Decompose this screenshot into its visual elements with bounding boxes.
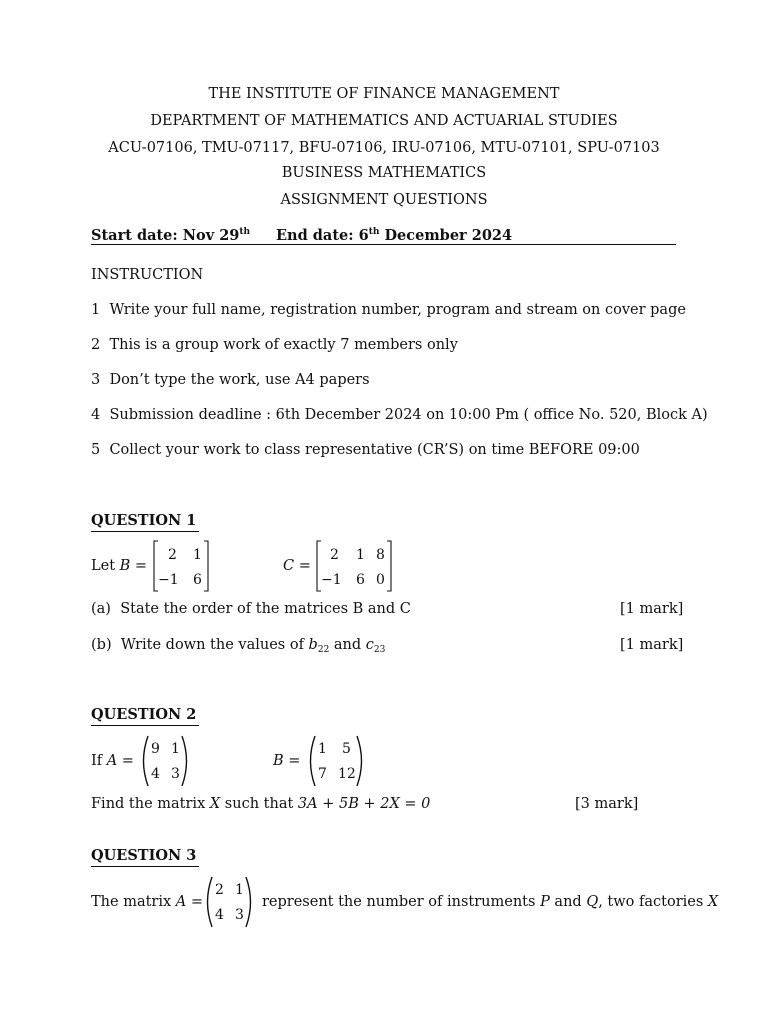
q3-matrix-a-label: The matrix A = [91, 894, 204, 910]
q1-part-b: (b) Write down the values of $b_{22}$ and $c_{23}$ [91, 637, 386, 655]
start-date: Start date: Nov 29th [91, 227, 251, 244]
course-title: BUSINESS MATHEMATICS [281, 165, 487, 181]
q2-b-equals: B = [273, 753, 301, 769]
course-codes: ACU-07106, TMU-07117, BFU-07106, IRU-07106, MTU-07101, SPU-07103 [108, 140, 660, 156]
instruction-heading: INSTRUCTION [91, 267, 204, 283]
matrix-b-q1: 2 1 −1 6 [153, 540, 209, 592]
institute-name: THE INSTITUTE OF FINANCE MANAGEMENT [208, 86, 560, 102]
matrix-b-q2: 1 5 7 12 [307, 735, 365, 787]
matrix-c-q1: 2 1 8 −1 6 0 [316, 540, 392, 592]
instruction-item: 4 Submission deadline : 6th December 2024 on 10:00 Pm ( office No. 520, Block A) [91, 407, 708, 423]
question-1-heading: QUESTION 1 [91, 512, 197, 529]
q1-let-b: Let B = [91, 558, 148, 574]
q3-description: represent the number of instruments P and Q, two factories X [262, 894, 719, 910]
instruction-item: 3 Don’t type the work, use A4 papers [91, 372, 370, 388]
q1-part-b-mark: [1 mark] [620, 637, 684, 653]
question-2-underline [91, 725, 199, 726]
q2-task: Find the matrix X such that 3A + 5B + 2X = 0 [91, 796, 431, 812]
q1-c-equals: C = [283, 558, 311, 574]
end-date: End date: 6th December 2024 [276, 227, 513, 244]
instruction-item: 1 Write your full name, registration number, program and stream on cover page [91, 302, 686, 318]
question-3-heading: QUESTION 3 [91, 847, 197, 864]
question-1-underline [91, 531, 199, 532]
q1-part-a: (a) State the order of the matrices B and C [91, 601, 411, 617]
matrix-a-q3: 2 1 4 3 [204, 876, 254, 928]
matrix-a-q2: 9 1 4 3 [140, 735, 190, 787]
question-3-underline [91, 866, 199, 867]
q2-mark: [3 mark] [575, 796, 639, 812]
q2-if-a: If A = [91, 753, 134, 769]
question-2-heading: QUESTION 2 [91, 706, 197, 723]
department-name: DEPARTMENT OF MATHEMATICS AND ACTUARIAL STUDIES [150, 113, 618, 129]
instruction-item: 5 Collect your work to class representative (CR’S) on time BEFORE 09:00 [91, 442, 640, 458]
header-rule [91, 244, 676, 245]
instruction-item: 2 This is a group work of exactly 7 members only [91, 337, 458, 353]
q1-part-a-mark: [1 mark] [620, 601, 684, 617]
document-type: ASSIGNMENT QUESTIONS [280, 192, 488, 208]
